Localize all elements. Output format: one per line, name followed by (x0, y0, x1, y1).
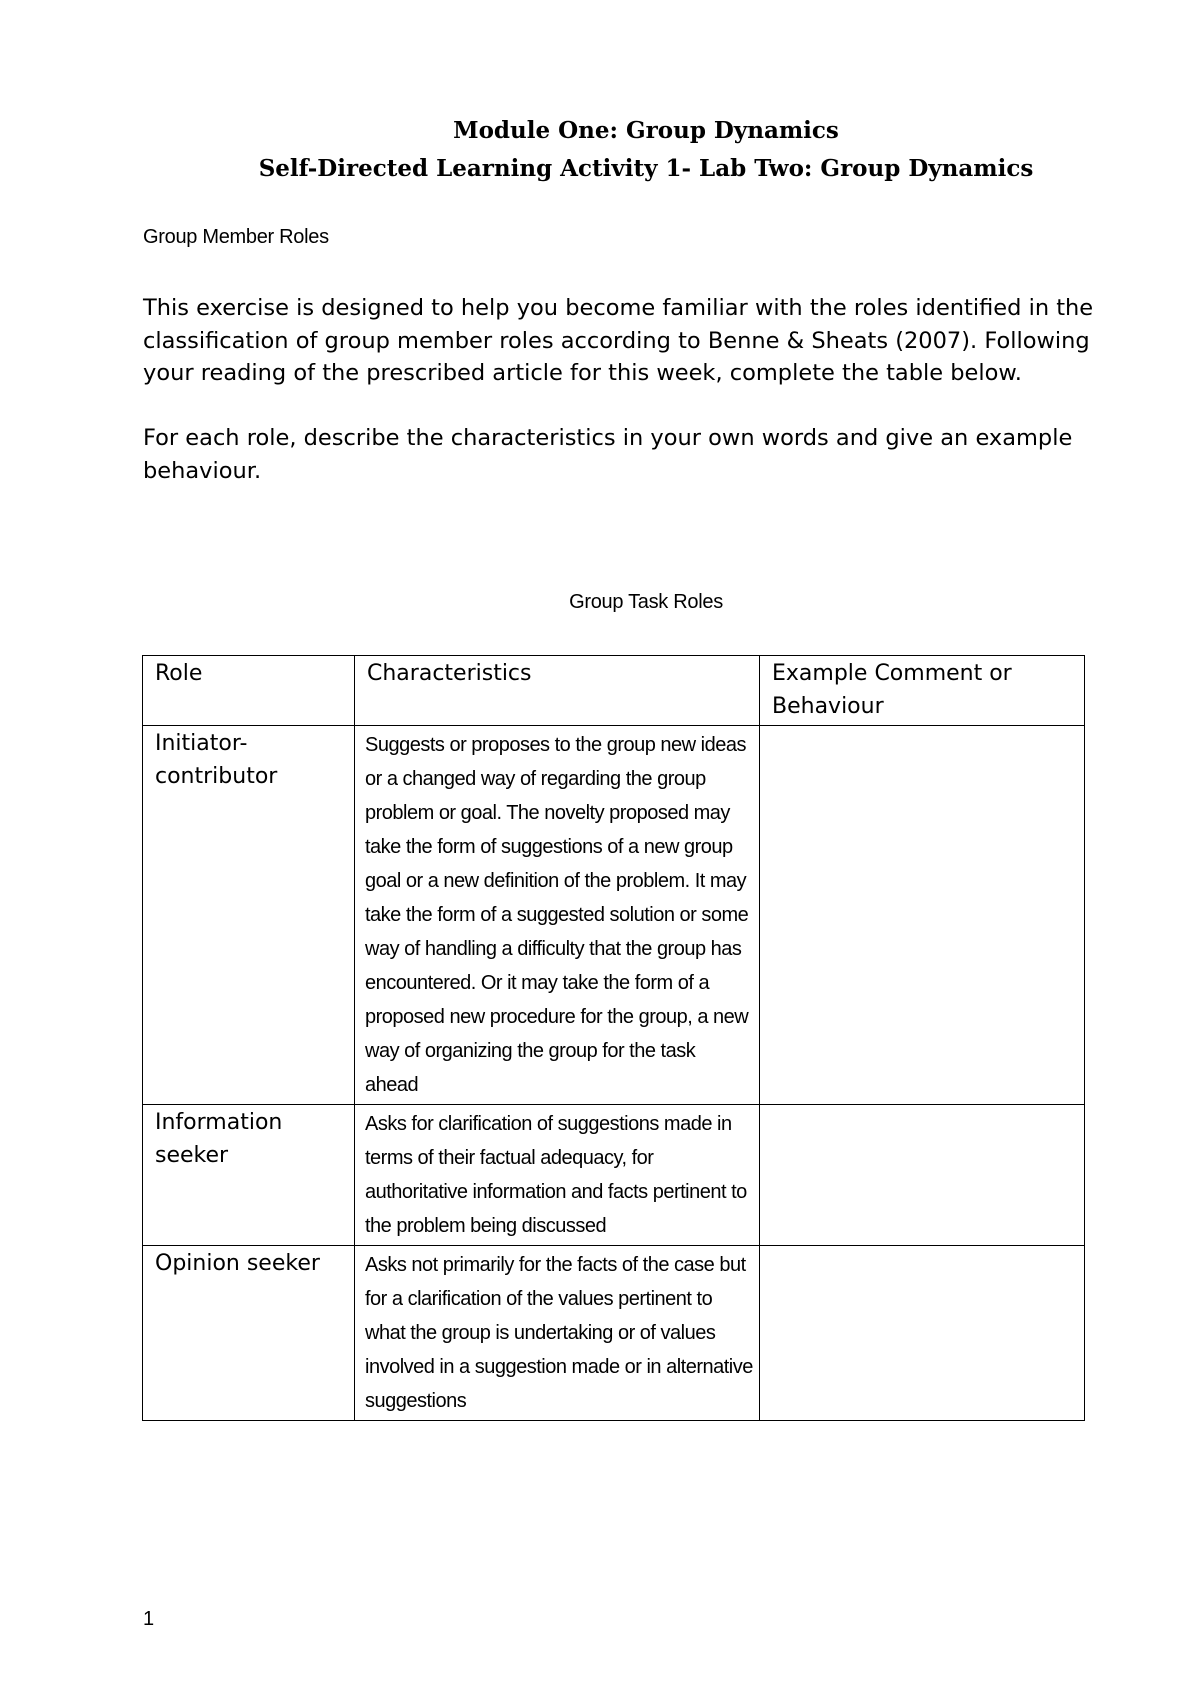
page-number: 1 (143, 1608, 155, 1630)
characteristics-cell: Suggests or proposes to the group new ideas or a changed way of regarding the group problem or goal. The novelty proposed may take the form of suggestions of a new group goal or a new definition of the problem. It may take the form of a suggested solution or some way of handling a difficulty that the group has encountered. Or it may take the form of a proposed new procedure for the group, a new way of organizing the group for the task ahead (355, 726, 760, 1105)
intro-text (143, 292, 1133, 520)
header-characteristics: Characteristics (355, 656, 760, 726)
title-line-1: Module One: Group Dynamics (453, 117, 839, 144)
table-row (143, 1246, 1085, 1421)
table-row (143, 1105, 1085, 1246)
characteristics-cell: Asks not primarily for the facts of the case but for a clarification of the values pertinent to what the group is undertaking or of values involved in a suggestion made or in alternative suggestions (355, 1246, 760, 1421)
intro-paragraph-1: This exercise is designed to help you become familiar with the roles identified in the classification of group member roles according to Benne & Sheats (2007). Following your reading of the prescribed article for this week, complete the table below. (143, 295, 1094, 386)
characteristics-cell: Asks for clarification of suggestions made in terms of their factual adequacy, for authoritative information and facts pertinent to the problem being discussed (355, 1105, 760, 1246)
role-cell: Initiator-contributor (143, 726, 355, 1105)
intro-paragraph-2: For each role, describe the characteristics in your own words and give an example behaviour. (143, 425, 1073, 484)
section-heading: Group Member Roles (143, 226, 329, 248)
example-cell[interactable] (760, 1246, 1085, 1421)
role-cell: Information seeker (143, 1105, 355, 1246)
example-cell[interactable] (760, 726, 1085, 1105)
table-row (143, 726, 1085, 1105)
document-title (0, 112, 1200, 188)
table-title: Group Task Roles (569, 591, 723, 613)
group-task-roles-table (142, 655, 1085, 1421)
role-cell: Opinion seeker (143, 1246, 355, 1421)
title-line-2: Self-Directed Learning Activity 1- Lab Two: Group Dynamics (258, 155, 1034, 182)
table-header-row (143, 656, 1085, 726)
example-cell[interactable] (760, 1105, 1085, 1246)
header-example: Example Comment or Behaviour (760, 656, 1085, 726)
header-role: Role (143, 656, 355, 726)
